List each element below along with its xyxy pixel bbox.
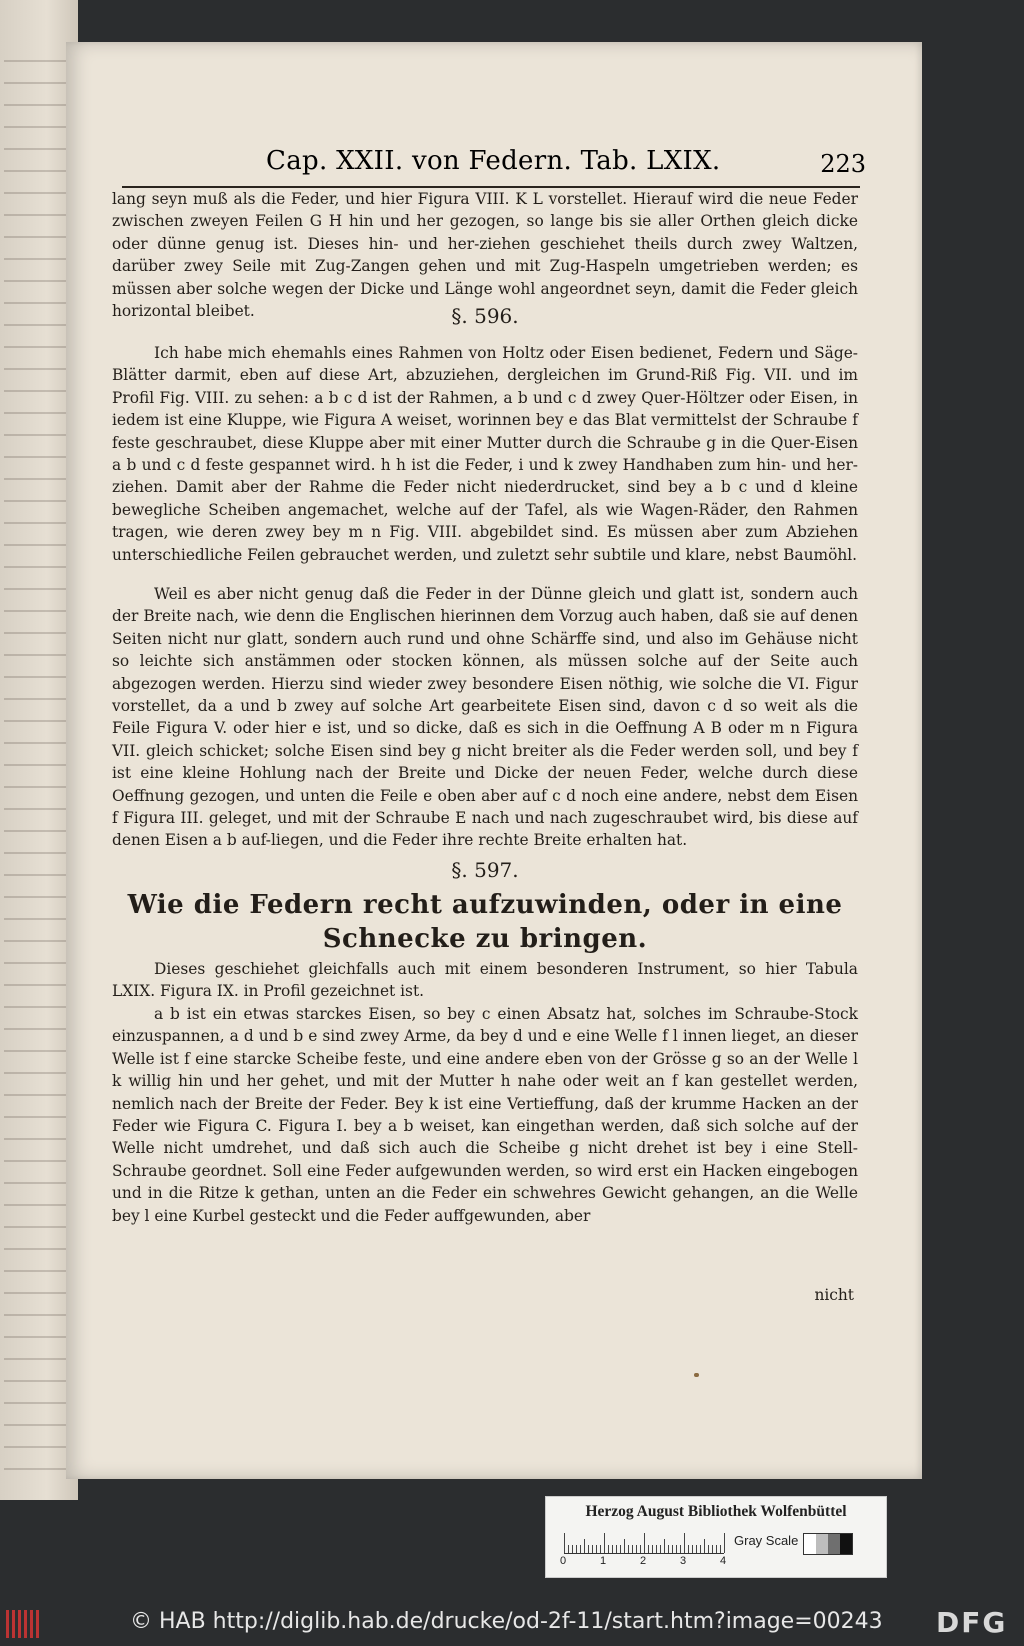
heading-line: Wie die Federn recht aufzuwinden, oder in eine bbox=[127, 890, 843, 920]
ghost-line bbox=[4, 434, 70, 436]
ghost-line bbox=[4, 1028, 70, 1030]
ghost-line bbox=[4, 1160, 70, 1162]
ghost-line bbox=[4, 478, 70, 480]
ghost-line bbox=[4, 236, 70, 238]
ghost-line bbox=[4, 786, 70, 788]
gray-scale-label: Gray Scale bbox=[734, 1533, 799, 1548]
ruler-tick bbox=[668, 1545, 669, 1553]
section-597-number: §. 597. bbox=[451, 858, 519, 882]
ruler-tick bbox=[584, 1539, 585, 1553]
ink-spot bbox=[694, 1373, 699, 1377]
ruler-tick bbox=[628, 1545, 629, 1553]
ghost-line bbox=[4, 1380, 70, 1382]
ruler-tick bbox=[652, 1545, 653, 1553]
ghost-line bbox=[4, 258, 70, 260]
section-596-number: §. 596. bbox=[451, 304, 519, 328]
ruler-tick bbox=[680, 1545, 681, 1553]
ghost-line bbox=[4, 500, 70, 502]
ghost-line bbox=[4, 1468, 70, 1470]
ruler-label: 3 bbox=[680, 1555, 687, 1567]
page-number: 223 bbox=[820, 150, 866, 178]
ruler-tick bbox=[608, 1545, 609, 1553]
ruler-tick bbox=[640, 1545, 641, 1553]
ghost-line bbox=[4, 1182, 70, 1184]
ghost-line bbox=[4, 1446, 70, 1448]
ghost-line bbox=[4, 1336, 70, 1338]
ruler-tick bbox=[704, 1539, 705, 1553]
ruler-label: 4 bbox=[720, 1555, 727, 1567]
ghost-line bbox=[4, 214, 70, 216]
ruler-tick bbox=[600, 1545, 601, 1553]
paragraph-596-a bbox=[112, 342, 858, 566]
heading-line: Schnecke zu bringen. bbox=[322, 924, 648, 954]
ghost-line bbox=[4, 170, 70, 172]
gray-swatch bbox=[840, 1534, 852, 1554]
ruler-tick bbox=[636, 1545, 637, 1553]
ghost-line bbox=[4, 1226, 70, 1228]
ruler-tick bbox=[696, 1545, 697, 1553]
ruler-tick bbox=[612, 1545, 613, 1553]
ruler-tick bbox=[724, 1533, 725, 1553]
ghost-line bbox=[4, 720, 70, 722]
ghost-line bbox=[4, 962, 70, 964]
ghost-line bbox=[4, 1006, 70, 1008]
ghost-line bbox=[4, 324, 70, 326]
paragraph: Dieses geschiehet gleichfalls auch mit einem besonderen Instrument, so hier Tabula LXIX. Figura IX. in Profil gezeichnet ist. bbox=[112, 960, 858, 1001]
catchword: nicht bbox=[814, 1286, 854, 1304]
ruler-tick bbox=[660, 1545, 661, 1553]
ghost-line bbox=[4, 456, 70, 458]
ghost-line bbox=[4, 1402, 70, 1404]
ghost-line bbox=[4, 1138, 70, 1140]
paragraph-596-b bbox=[112, 583, 858, 852]
ghost-line bbox=[4, 1424, 70, 1426]
ghost-line bbox=[4, 1204, 70, 1206]
ghost-line bbox=[4, 808, 70, 810]
ghost-line bbox=[4, 280, 70, 282]
ghost-line bbox=[4, 610, 70, 612]
ghost-line bbox=[4, 1314, 70, 1316]
ghost-line bbox=[4, 1270, 70, 1272]
paragraph: Ich habe mich ehemahls eines Rahmen von Holtz oder Eisen bedienet, Federn und Säge-Blätter darmit, eben auf diese Art, abzuziehen, dergleichen im Grund-Riß Fig. VII. und im Profil Fig. VIII. zu sehen: a b c d ist der Rahmen, a b und c d zwey Quer-Höltzer oder Eisen, in iedem ist eine Kluppe, wie Figura A weiset, worinnen bey e das Blat vermittelst der Schraube f feste geschraubet, diese Kluppe aber mit einer Mutter durch die Schraube g in die Quer-Eisen a b und c d feste gespannet wird. h h ist die Feder, i und k zwey Handhaben zum hin- und her-ziehen. Damit aber der Rahme die Feder nicht niederdrucket, sind bey a b c und d kleine bewegliche Scheiben angemachet, welche auf der Tafel, als wie Wagen-Räder, den Rahmen tragen, wie deren zwey bey m n Fig. VIII. abgebildet sind. Es müssen aber zum Abziehen unterschiedliche Feilen gebrauchet werden, und zuletzt sehr subtile und klare, nebst Baumöhl. bbox=[112, 344, 858, 564]
running-head bbox=[266, 146, 866, 186]
ruler-tick bbox=[720, 1545, 721, 1553]
ruler-tick bbox=[580, 1545, 581, 1553]
ghost-line bbox=[4, 852, 70, 854]
ghost-line bbox=[4, 940, 70, 942]
viewer-footer bbox=[0, 1600, 1024, 1646]
ghost-line bbox=[4, 698, 70, 700]
gray-scale-swatches bbox=[803, 1533, 853, 1555]
ghost-line bbox=[4, 984, 70, 986]
ruler-tick bbox=[632, 1545, 633, 1553]
ghost-line bbox=[4, 1050, 70, 1052]
ghost-line bbox=[4, 1072, 70, 1074]
ruler-tick bbox=[648, 1545, 649, 1553]
ghost-line bbox=[4, 302, 70, 304]
ruler-label: 0 bbox=[560, 1555, 567, 1567]
ruler-tick bbox=[596, 1545, 597, 1553]
measurement-ruler bbox=[564, 1531, 724, 1554]
ruler-tick bbox=[576, 1545, 577, 1553]
ghost-line bbox=[4, 192, 70, 194]
ruler-tick bbox=[688, 1545, 689, 1553]
ghost-line bbox=[4, 412, 70, 414]
ghost-line bbox=[4, 1116, 70, 1118]
ruler-label: 1 bbox=[600, 1555, 607, 1567]
ruler-tick bbox=[604, 1533, 605, 1553]
ruler-tick bbox=[664, 1539, 665, 1553]
ruler-tick bbox=[616, 1545, 617, 1553]
library-name: Herzog August Bibliothek Wolfenbüttel bbox=[585, 1503, 847, 1520]
running-title: Cap. XXII. von Federn. Tab. LXIX. bbox=[266, 146, 721, 176]
ruler-tick bbox=[644, 1533, 645, 1553]
ghost-line bbox=[4, 918, 70, 920]
paragraph: Weil es aber nicht genug daß die Feder in der Dünne gleich und glatt ist, sondern auch der Breite nach, wie denn die Englischen hierinnen dem Vorzug auch haben, daß sie auf denen Seiten nicht nur glatt, sondern auch rund und ohne Schärffe sind, und also im Gehäuse nicht so leichte sich anstämmen oder stocken können, als müssen solche auf der Seite auch abgezogen werden. Hierzu sind wieder zwey besondere Eisen nöthig, wie solche die VI. Figur vorstellet, da a und b zwey auf solche Art gearbeitete Eisen sind, davon c d so weit als die Feile Figura V. oder hier e ist, und so dicke, daß es sich in die Oeffnung A B oder m n Figura VII. gleich schicket; solche Eisen sind bey g nicht breiter als die Feder werden soll, und bey f ist eine kleine Hohlung nach der Breite und Dicke der neuen Feder, welche durch diese Oeffnung gezogen, und unten die Feile e oben aber auf c d noch eine andere, nebst dem Eisen f Figura III. geleget, und mit der Schraube E nach und nach zugeschraubet wird, bis diese auf denen Eisen a b auf-liegen, und die Feder ihre rechte Breite erhalten hat. bbox=[112, 585, 858, 850]
paragraph-597-a bbox=[112, 958, 858, 1003]
gray-swatch bbox=[816, 1534, 828, 1554]
ruler-tick bbox=[620, 1545, 621, 1553]
ghost-line bbox=[4, 632, 70, 634]
paragraph-597-b bbox=[112, 1003, 858, 1227]
ghost-line bbox=[4, 764, 70, 766]
ruler-tick bbox=[592, 1545, 593, 1553]
ghost-line bbox=[4, 566, 70, 568]
ruler-tick bbox=[672, 1545, 673, 1553]
ghost-line bbox=[4, 676, 70, 678]
ghost-line bbox=[4, 1094, 70, 1096]
ghost-line bbox=[4, 544, 70, 546]
section-597-heading bbox=[112, 888, 858, 956]
ghost-line bbox=[4, 654, 70, 656]
ghost-line bbox=[4, 368, 70, 370]
ghost-line bbox=[4, 742, 70, 744]
ghost-line bbox=[4, 588, 70, 590]
ghost-line bbox=[4, 1292, 70, 1294]
ruler-tick bbox=[712, 1545, 713, 1553]
dfg-logo: DFG bbox=[936, 1606, 1008, 1639]
ruler-tick bbox=[692, 1545, 693, 1553]
hab-logo-icon bbox=[6, 1610, 46, 1638]
ghost-line bbox=[4, 830, 70, 832]
ruler-tick bbox=[708, 1545, 709, 1553]
ruler-tick bbox=[588, 1545, 589, 1553]
library-scale-card bbox=[545, 1496, 887, 1578]
ruler-tick bbox=[572, 1545, 573, 1553]
ruler-tick bbox=[716, 1545, 717, 1553]
gray-swatch bbox=[804, 1534, 816, 1554]
ruler-tick bbox=[700, 1545, 701, 1553]
paragraph: a b ist ein etwas starckes Eisen, so bey c einen Absatz hat, solches im Schraube-Stock einzuspannen, a d und b e sind zwey Arme, da bey d und e eine Welle f l innen lieget, an dieser Welle ist f eine starcke Scheibe feste, und eine andere eben von der Grösse g so an der Welle l k willig hin und her gehet, und mit der Mutter h nahe oder weit an f kan gestellet werden, nemlich nach der Breite der Feder. Bey k ist eine Vertieffung, daß der krumme Hacken an der Feder wie Figura C. Figura I. bey a b weiset, kan eingethan werden, daß sich solche auf der Welle nicht umdrehet, und daß sich auch die Scheibe g nicht drehet ist bey i eine Stell-Schraube geordnet. Soll eine Feder aufgewunden werden, so wird erst ein Hacken eingebogen und in die Ritze k gethan, unten an die Feder ein schwehres Gewicht gehangen, an die Welle bey l eine Kurbel gesteckt und die Feder auffgewunden, aber bbox=[112, 1005, 858, 1225]
gray-swatch bbox=[828, 1534, 840, 1554]
ruler-tick bbox=[564, 1533, 565, 1553]
ghost-line bbox=[4, 874, 70, 876]
ghost-line bbox=[4, 1248, 70, 1250]
ghost-line bbox=[4, 60, 70, 62]
source-url[interactable]: © HAB http://diglib.hab.de/drucke/od-2f-11/start.htm?image=00243 bbox=[130, 1609, 883, 1634]
ruler-tick bbox=[684, 1533, 685, 1553]
ghost-line bbox=[4, 126, 70, 128]
ruler-tick bbox=[656, 1545, 657, 1553]
ghost-line bbox=[4, 896, 70, 898]
ghost-line bbox=[4, 104, 70, 106]
ghost-line bbox=[4, 390, 70, 392]
ghost-line bbox=[4, 522, 70, 524]
book-page bbox=[66, 42, 922, 1479]
ghost-line bbox=[4, 148, 70, 150]
ghost-line bbox=[4, 346, 70, 348]
ruler-label: 2 bbox=[640, 1555, 647, 1567]
ghost-line bbox=[4, 1358, 70, 1360]
ruler-tick bbox=[676, 1545, 677, 1553]
paragraph-intro bbox=[112, 188, 858, 322]
ruler-tick bbox=[624, 1539, 625, 1553]
ghost-line bbox=[4, 82, 70, 84]
ruler-tick bbox=[568, 1545, 569, 1553]
paragraph: lang seyn muß als die Feder, und hier Figura VIII. K L vorstellet. Hierauf wird die neue Feder zwischen zweyen Feilen G H hin und her gezogen, so lange bis sie aller Orthen gleich dicke oder dünne genug ist. Dieses hin- und her-ziehen geschiehet theils durch zwey Waltzen, darüber zwey Seile mit Zug-Zangen gehen und mit Zug-Haspeln umgetrieben werden; es müssen aber solche wegen der Dicke und Länge wohl angeordnet seyn, damit die Feder gleich horizontal bleibet. bbox=[112, 190, 858, 321]
